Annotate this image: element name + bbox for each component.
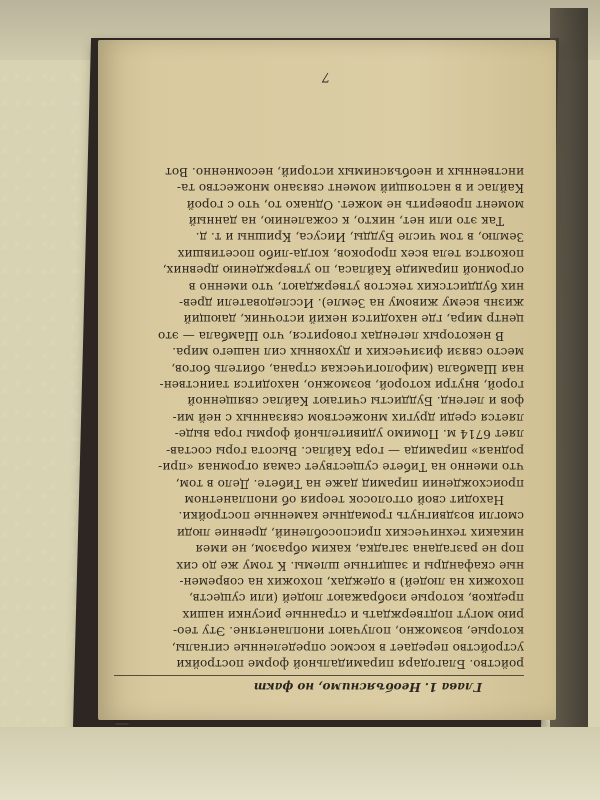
text-line: которые, возможно, получают инопланетяне. Эту тео- <box>172 624 524 639</box>
text-line: центр мира, где находится некий источник, дающий <box>183 312 524 327</box>
running-header: Глава 1. Необъяснимо, но факт <box>114 675 524 697</box>
text-line: Кайлас и в настоящий момент связано множество та- <box>176 181 524 196</box>
text-line: горой, внутри которой, возможно, находится таинствен- <box>159 378 524 393</box>
text-line: ляется среди других множеством связанных с ней ми- <box>172 410 524 425</box>
text-line: огромной пирамиде Кайласа, по утверждению древних, <box>162 263 524 278</box>
text-line: Находит свой отголосок теория об инопланетном <box>184 492 504 507</box>
text-line: что именно на Тибете существует самая огромная «при- <box>158 460 524 475</box>
text-line: ляет 6714 м. Помимо удивительной формы гора выде- <box>174 427 524 442</box>
text-line: место связи физических и духовных сил нашего мира. <box>172 345 524 360</box>
text-line: родная» пирамида — гора Кайлас. Высота горы состав- <box>166 443 524 458</box>
text-line: ройство. Благодаря пирамидальной форме постройки <box>176 657 524 671</box>
text-line: рию могут подтверждать и странные рисунки наших <box>182 607 524 622</box>
text-line: Землю, в том числе Будды, Иисуса, Кришны и т. д. <box>195 230 524 245</box>
text-line: предков, которые изображают людей (или существ, <box>188 591 524 606</box>
text-line: похожих на людей) в одеждах, похожих на современ- <box>179 574 524 589</box>
tablecloth-background-bottom <box>0 727 600 800</box>
text-line: Так это или нет, никто, к сожалению, на данный <box>188 214 504 229</box>
text-line: устройство передает в космос определенные сигналы, <box>171 640 524 655</box>
text-line: фов и легенд. Буддисты считают Кайлас священной <box>187 394 524 409</box>
text-line: пор не разгадана загадка, каким образом, не имея <box>195 542 524 557</box>
text-line: момент проверить не может. Однако то, что с горой <box>186 197 524 212</box>
text-line: них буддистских текстов утверждают, что именно в <box>188 279 524 294</box>
text-line: смогли воздвигнуть громадные каменные постройки. <box>178 509 524 524</box>
text-line: жизнь всему живому на Земле). Исследователи древ- <box>179 296 524 311</box>
text-line: покоятся тела всех пророков, когда-либо посетивших <box>177 246 524 261</box>
text-line: никаких технических приспособлений, древние люди <box>176 525 524 540</box>
book-page <box>98 40 556 720</box>
text-line: происхождении пирамид даже на Тибете. Дело в том, <box>175 476 524 491</box>
page-text <box>114 163 524 672</box>
text-line: В некоторых легендах говорится, что Шамбала — это <box>157 328 504 343</box>
page-content-rotated <box>98 40 556 720</box>
text-line: ная Шамбала (мифологическая страна, обитель богов, <box>171 361 524 376</box>
text-line: ные скафандры и защитные шлемы. К тому же до сих <box>176 558 524 573</box>
page-number: 7 <box>321 69 331 84</box>
text-line: инственных и необъяснимых историй, несомненно. Вот <box>165 164 524 179</box>
